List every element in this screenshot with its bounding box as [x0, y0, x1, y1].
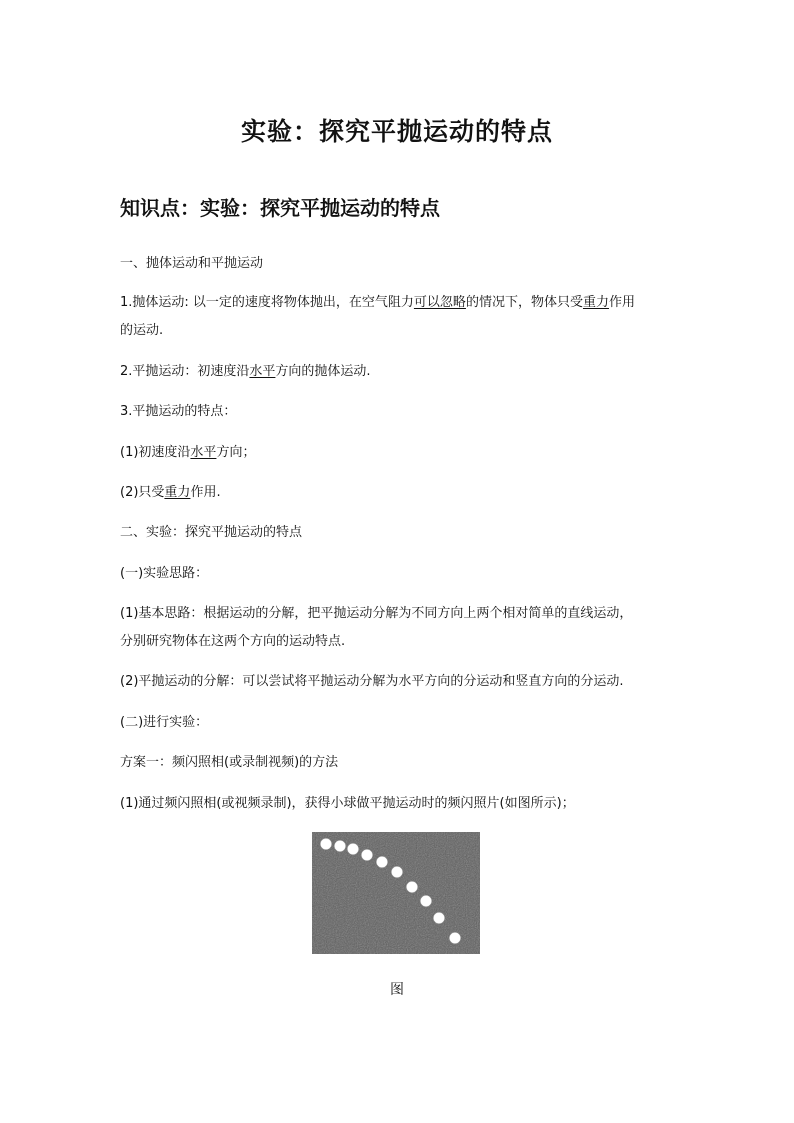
idea-1-line-1: (1)基本思路：根据运动的分解，把平抛运动分解为不同方向上两个相对简单的直线运动，: [120, 606, 633, 621]
ball-mark: [348, 844, 359, 855]
ball-mark: [421, 896, 432, 907]
ball-mark: [377, 857, 388, 868]
item-1-line-1: [120, 291, 635, 310]
underlined-term: 可以忽略: [413, 295, 466, 310]
strobe-photo-image: [312, 832, 480, 954]
text-span: 2.平抛运动：初速度沿: [120, 364, 250, 379]
ball-mark: [335, 841, 346, 852]
ball-mark: [362, 850, 373, 861]
step-1: (1)通过频闪照相(或视频录制)，获得小球做平抛运动时的频闪照片(如图所示)；: [120, 796, 575, 811]
ball-mark: [321, 839, 332, 850]
text-span: 方向；: [216, 445, 256, 460]
item-3-1: [120, 441, 255, 460]
text-span: (1)初速度沿: [120, 445, 191, 460]
idea-2: (2)平抛运动的分解：可以尝试将平抛运动分解为水平方向的分运动和竖直方向的分运动.: [120, 674, 624, 689]
item-2: [120, 360, 371, 379]
strobe-photo: [312, 832, 480, 954]
text-span: 方向的抛体运动.: [275, 364, 371, 379]
underlined-term: 水平: [190, 445, 217, 460]
page-title: 实验：探究平抛运动的特点: [240, 117, 553, 146]
plan-1-title: 方案一：频闪照相(或录制视频)的方法: [120, 755, 339, 770]
underlined-term: 重力: [164, 485, 191, 500]
ball-mark: [392, 867, 403, 878]
part-1-title: (一)实验思路：: [120, 566, 209, 581]
section-heading: 知识点：实验：探究平抛运动的特点: [120, 196, 440, 220]
section-2-title: 二、实验：探究平抛运动的特点: [120, 525, 303, 540]
part-2-title: (二)进行实验：: [120, 715, 209, 730]
text-span: 作用: [608, 295, 635, 310]
text-span: 作用.: [190, 485, 221, 500]
text-span: 的情况下，物体只受: [465, 295, 583, 310]
photo-caption: 图: [390, 982, 404, 998]
ball-mark: [450, 933, 461, 944]
idea-1-line-2: 分别研究物体在这两个方向的运动特点.: [120, 634, 346, 649]
ball-mark: [434, 913, 445, 924]
item-1-line-2: 的运动.: [120, 323, 164, 338]
text-span: (2)只受: [120, 485, 165, 500]
item-3-2: [120, 481, 221, 500]
item-3: 3.平抛运动的特点：: [120, 404, 237, 419]
underlined-term: 重力: [582, 295, 609, 310]
ball-mark: [407, 882, 418, 893]
section-1-title: 一、抛体运动和平抛运动: [120, 256, 264, 271]
text-span: 1.抛体运动: 以一定的速度将物体抛出，在空气阻力: [120, 295, 414, 310]
underlined-term: 水平: [249, 364, 276, 379]
